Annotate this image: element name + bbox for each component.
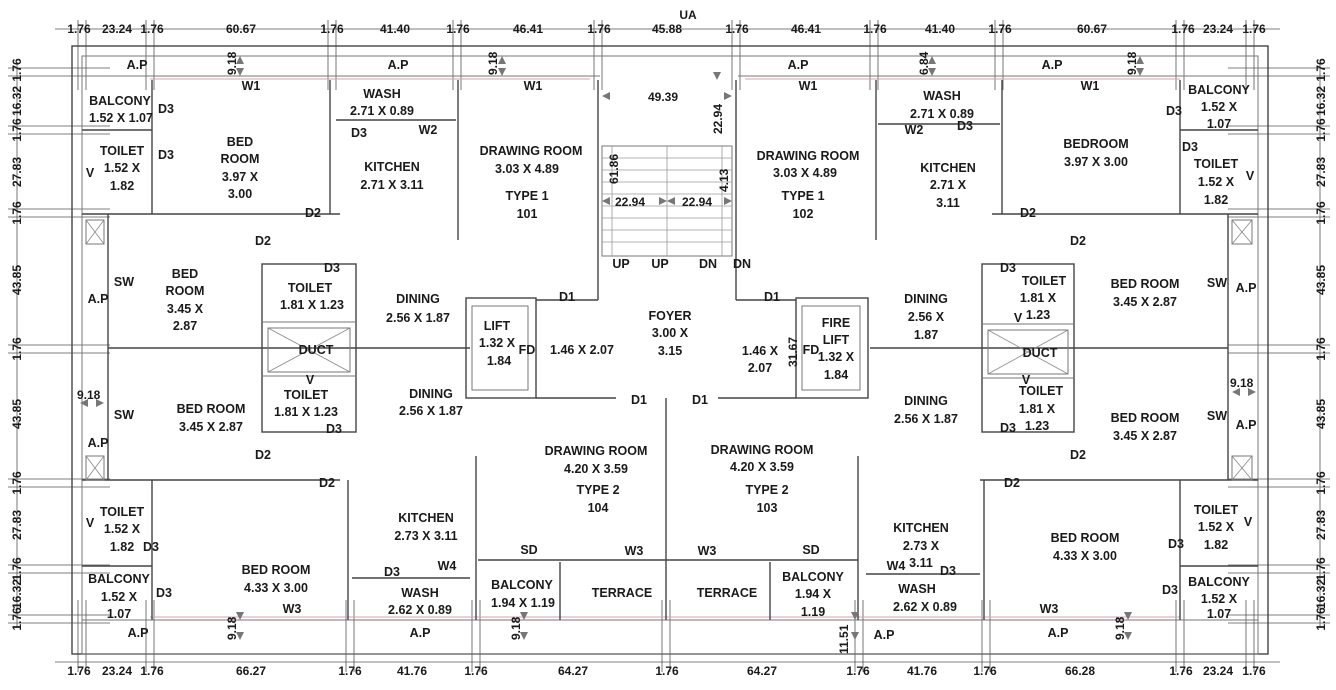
ap-label: A.P (873, 628, 895, 642)
right-dim: 16.32 (1314, 85, 1328, 117)
kitchen-size: 2.73 X 3.11 (394, 529, 458, 543)
sw-label: SW (1206, 276, 1228, 290)
ap-label: A.P (1235, 281, 1257, 295)
toilet-size: 1.82 (109, 540, 135, 554)
bottom-dim: 1.76 (338, 664, 362, 678)
window-label: W2 (904, 123, 924, 137)
window-label: W1 (798, 79, 818, 93)
wash-size: 2.62 X 0.89 (893, 600, 957, 614)
ventilator-label: V (1245, 169, 1255, 183)
window-label: W3 (624, 544, 644, 558)
top-dim: 1.76 (320, 22, 344, 36)
balcony-label: BALCONY (88, 572, 150, 586)
top-dim: 1.76 (725, 22, 749, 36)
dining-size: 2.56 X (907, 310, 945, 324)
door-label: D3 (326, 422, 342, 436)
lift-label: LIFT (483, 319, 511, 333)
balcony-label: BALCONY (782, 570, 844, 584)
door-label: D1 (764, 290, 780, 304)
toilet-label: TOILET (99, 144, 145, 158)
left-dim: 1.76 (10, 337, 24, 361)
left-dim: 16.32 (10, 578, 24, 610)
inner-dim: 22.94 (711, 103, 725, 134)
bed-room-label: BED ROOM (1110, 411, 1180, 425)
drawing-room-size: 3.03 X 4.89 (495, 162, 559, 176)
toilet-size: 1.52 X (103, 522, 141, 536)
left-dim: 27.83 (10, 156, 24, 188)
right-dim: 1.76 (1314, 557, 1328, 581)
right-dim: 1.76 (1314, 58, 1328, 82)
bottom-dim: 1.76 (846, 664, 870, 678)
ventilator-label: V (1243, 515, 1253, 529)
bed-room-label: BED ROOM (241, 563, 311, 577)
toilet-size: 1.82 (109, 179, 135, 193)
ap-label: A.P (126, 58, 148, 72)
door-label: D1 (631, 393, 647, 407)
drawing-room-label: DRAWING ROOM (544, 444, 648, 458)
top-dim: 23.24 (1202, 22, 1234, 36)
bed-room-label: BEDROOM (1063, 137, 1129, 151)
bottom-dim: 23.24 (101, 664, 133, 678)
left-dim: 27.83 (10, 509, 24, 541)
inner-dim: 11.51 (837, 624, 851, 654)
bed-room-size: 4.33 X 3.00 (244, 581, 308, 595)
stair-down-label: DN (698, 257, 718, 271)
dining-size: 2.56 X 1.87 (894, 412, 958, 426)
ap-label: A.P (409, 626, 431, 640)
right-dim: 1.76 (1314, 337, 1328, 361)
bed-room-size: 3.45 X 2.87 (179, 420, 243, 434)
bed-room-label: BED ROOM (1050, 531, 1120, 545)
window-label: W2 (418, 123, 438, 137)
balcony-label: BALCONY (1188, 83, 1250, 97)
foyer-size: 3.15 (657, 344, 683, 358)
top-dim: 46.41 (790, 22, 822, 36)
bottom-dim: 23.24 (1202, 664, 1234, 678)
balcony-size: 1.94 X 1.19 (491, 596, 555, 610)
top-dim: 46.41 (512, 22, 544, 36)
inner-dim: 6.84 (917, 51, 931, 75)
bed-room-size: 3.45 X (166, 302, 204, 316)
top-dim: 45.88 (651, 22, 683, 36)
left-dim: 1.76 (10, 201, 24, 225)
bottom-dim: 1.76 (655, 664, 679, 678)
wash-size: 2.62 X 0.89 (388, 603, 452, 617)
inner-dim: 4.13 (717, 168, 731, 192)
door-label: D3 (324, 261, 340, 275)
lobby-size: 1.46 X (741, 344, 779, 358)
top-dim: 1.76 (67, 22, 91, 36)
drawing-room-label: DRAWING ROOM (710, 443, 814, 457)
unit-number: 103 (756, 501, 778, 515)
balcony-size: 1.52 X (1200, 100, 1238, 114)
right-dimensions (1314, 58, 1328, 631)
bottom-dim: 1.76 (1242, 664, 1266, 678)
top-dim: 1.76 (863, 22, 887, 36)
foyer-size: 3.00 X (651, 326, 689, 340)
top-dim: 1.76 (988, 22, 1012, 36)
bed-room-size: 4.33 X 3.00 (1053, 549, 1117, 563)
door-label: D3 (957, 119, 973, 133)
dining-label: DINING (904, 292, 948, 306)
kitchen-size: 2.73 X (902, 539, 940, 553)
inner-dim: 9.18 (1113, 616, 1127, 640)
sliding-door-label: SD (802, 543, 820, 557)
toilet-size: 1.23 (1024, 419, 1050, 433)
terrace-label: TERRACE (591, 586, 653, 600)
bottom-dim: 1.76 (140, 664, 164, 678)
duct-label: DUCT (298, 343, 334, 357)
right-dim: 27.83 (1314, 156, 1328, 188)
wash-label: WASH (923, 89, 961, 103)
wash-size: 2.71 X 0.89 (350, 104, 414, 118)
left-dim: 1.76 (10, 557, 24, 581)
right-dim: 43.85 (1314, 398, 1328, 430)
ventilator-label: V (85, 516, 95, 530)
toilet-size: 1.81 X (1019, 291, 1057, 305)
kitchen-label: KITCHEN (893, 521, 949, 535)
inner-dim: 9.18 (225, 51, 239, 75)
inner-dim: 49.39 (648, 90, 679, 104)
wash-label: WASH (401, 586, 439, 600)
sliding-door-label: SD (520, 543, 538, 557)
inner-dim: 9.18 (486, 51, 500, 75)
bottom-dim: 1.76 (67, 664, 91, 678)
kitchen-label: KITCHEN (920, 161, 976, 175)
door-label: D3 (1182, 140, 1198, 154)
toilet-label: TOILET (1193, 157, 1239, 171)
right-dim: 43.85 (1314, 264, 1328, 296)
ap-label: A.P (127, 626, 149, 640)
balcony-size: 1.07 (1206, 117, 1232, 131)
top-dim: 60.67 (1076, 22, 1108, 36)
door-label: D1 (559, 290, 575, 304)
ap-label: A.P (87, 292, 109, 306)
bed-room-label: BED ROOM (1110, 277, 1180, 291)
left-dim: 1.76 (10, 118, 24, 142)
door-label: D2 (1070, 448, 1086, 462)
toilet-size: 1.81 X 1.23 (274, 405, 338, 419)
ap-label: A.P (1047, 626, 1069, 640)
bottom-dim: 41.76 (396, 664, 428, 678)
inner-dim: 61.86 (607, 153, 621, 184)
lift-size: 1.32 X (817, 350, 855, 364)
kitchen-label: KITCHEN (398, 511, 454, 525)
unit-type: TYPE 1 (505, 189, 549, 203)
left-dim: 16.32 (10, 85, 24, 117)
bottom-dim: 64.27 (557, 664, 589, 678)
door-label: D2 (319, 476, 335, 490)
balcony-size: 1.07 (1206, 607, 1232, 621)
dining-size: 1.87 (913, 328, 939, 342)
window-label: W1 (241, 79, 261, 93)
bottom-dim: 1.76 (464, 664, 488, 678)
right-dim: 1.76 (1314, 471, 1328, 495)
toilet-size: 1.23 (1025, 308, 1051, 322)
bottom-dim: 1.76 (1169, 664, 1193, 678)
bed-room-label: ROOM (165, 284, 205, 298)
lift-size: 1.84 (486, 354, 512, 368)
window-label: W3 (282, 602, 302, 616)
toilet-label: TOILET (287, 281, 333, 295)
left-dim: 1.76 (10, 471, 24, 495)
bed-room-size: 3.45 X 2.87 (1113, 429, 1177, 443)
ap-label: A.P (1041, 58, 1063, 72)
bed-room-size: 3.97 X (221, 170, 259, 184)
left-dim: 43.85 (10, 398, 24, 430)
balcony-label: BALCONY (89, 94, 151, 108)
balcony-label: BALCONY (491, 578, 553, 592)
inner-dim: 22.94 (682, 195, 713, 209)
lift-size: 1.84 (823, 368, 849, 382)
ap-label: A.P (387, 58, 409, 72)
right-dim: 1.76 (1314, 201, 1328, 225)
stair-up-label: UP (612, 257, 630, 271)
bed-room-label: BED (171, 267, 199, 281)
top-dim: 41.40 (379, 22, 411, 36)
bed-room-label: BED (226, 135, 254, 149)
window-label: W3 (697, 544, 717, 558)
fire-door-label: FD (518, 343, 536, 357)
toilet-size: 1.52 X (103, 161, 141, 175)
wash-label: WASH (363, 87, 401, 101)
ap-label: A.P (1235, 418, 1257, 432)
ventilator-label: V (1021, 373, 1031, 387)
balcony-size: 1.52 X (1200, 592, 1238, 606)
wash-size: 2.71 X 0.89 (910, 107, 974, 121)
door-label: D3 (1000, 421, 1016, 435)
door-label: D3 (1168, 537, 1184, 551)
door-label: D3 (940, 564, 956, 578)
unit-number: 101 (516, 207, 538, 221)
top-dim: 1.76 (587, 22, 611, 36)
inner-dim: 31.67 (786, 336, 800, 367)
door-label: D2 (1004, 476, 1020, 490)
window-label: W3 (1039, 602, 1059, 616)
drawing-room-size: 4.20 X 3.59 (564, 462, 628, 476)
bottom-dim: 66.28 (1064, 664, 1096, 678)
dining-label: DINING (904, 394, 948, 408)
door-label: D3 (158, 102, 174, 116)
toilet-size: 1.82 (1203, 193, 1229, 207)
lobby-size: 2.07 (747, 361, 773, 375)
door-label: D1 (692, 393, 708, 407)
stair-up-label: UP (651, 257, 669, 271)
sw-label: SW (113, 275, 135, 289)
window-label: W4 (886, 559, 906, 573)
fire-lift-label: LIFT (822, 333, 850, 347)
toilet-size: 1.52 X (1197, 520, 1235, 534)
kitchen-size: 2.71 X (929, 178, 967, 192)
door-label: D2 (305, 206, 321, 220)
drawing-room-size: 4.20 X 3.59 (730, 460, 794, 474)
bed-room-label: ROOM (220, 152, 260, 166)
door-label: D3 (143, 540, 159, 554)
door-label: D2 (1070, 234, 1086, 248)
kitchen-size: 3.11 (909, 556, 933, 570)
dining-size: 2.56 X 1.87 (386, 311, 450, 325)
bottom-dim: 41.76 (906, 664, 938, 678)
door-label: D3 (351, 126, 367, 140)
top-dim: 41.40 (924, 22, 956, 36)
inner-dim: 9.18 (1125, 51, 1139, 75)
stair-down-label: DN (732, 257, 752, 271)
foyer-label: FOYER (648, 309, 692, 323)
window-label: W4 (437, 559, 457, 573)
unit-type: TYPE 2 (576, 483, 620, 497)
top-dim: 1.76 (140, 22, 164, 36)
wash-label: WASH (898, 582, 936, 596)
bed-room-label: BED ROOM (176, 402, 246, 416)
bed-room-size: 3.00 (227, 187, 253, 201)
sw-label: SW (113, 408, 135, 422)
kitchen-label: KITCHEN (364, 160, 420, 174)
inner-dim: 9.18 (77, 388, 101, 402)
terrace-label: TERRACE (696, 586, 758, 600)
toilet-size: 1.81 X 1.23 (280, 298, 344, 312)
window-label: W1 (523, 79, 543, 93)
balcony-size: 1.52 X 1.07 (89, 111, 153, 125)
drawing-room-label: DRAWING ROOM (479, 144, 583, 158)
left-dim: 1.76 (10, 607, 24, 631)
dining-size: 2.56 X 1.87 (399, 404, 463, 418)
door-label: D3 (158, 148, 174, 162)
ap-label: A.P (87, 436, 109, 450)
toilet-size: 1.82 (1203, 538, 1229, 552)
unit-number: 104 (587, 501, 609, 515)
unit-type: TYPE 1 (781, 189, 825, 203)
ventilator-label: V (1013, 311, 1023, 325)
dining-label: DINING (409, 387, 453, 401)
right-dim: 27.83 (1314, 509, 1328, 541)
door-label: D3 (1000, 261, 1016, 275)
sw-label: SW (1206, 409, 1228, 423)
bottom-dim: 66.27 (235, 664, 267, 678)
top-dim: 23.24 (101, 22, 133, 36)
balcony-size: 1.94 X (794, 587, 832, 601)
left-dim: 1.76 (10, 58, 24, 82)
ventilator-label: V (85, 166, 95, 180)
bottom-dim: 1.76 (973, 664, 997, 678)
door-label: D3 (1166, 104, 1182, 118)
kitchen-size: 3.11 (936, 196, 960, 210)
balcony-size: 1.19 (800, 605, 826, 619)
door-label: D3 (156, 586, 172, 600)
inner-dim: 9.18 (509, 616, 523, 640)
fire-lift-label: FIRE (821, 316, 851, 330)
toilet-size: 1.81 X (1018, 402, 1056, 416)
balcony-label: BALCONY (1188, 575, 1250, 589)
unit-number: 102 (792, 207, 814, 221)
top-dim: 60.67 (225, 22, 257, 36)
bed-room-size: 3.97 X 3.00 (1064, 155, 1128, 169)
door-label: D2 (255, 448, 271, 462)
drawing-room-label: DRAWING ROOM (756, 149, 860, 163)
top-dim: 1.76 (1242, 22, 1266, 36)
door-label: D3 (1162, 583, 1178, 597)
ventilator-label: V (305, 373, 315, 387)
right-dim: 1.76 (1314, 118, 1328, 142)
door-label: D2 (255, 234, 271, 248)
window-label: W1 (1080, 79, 1100, 93)
duct-label: DUCT (1022, 346, 1058, 360)
bottom-dim: 64.27 (746, 664, 778, 678)
balcony-size: 1.07 (106, 607, 132, 621)
bed-room-size: 2.87 (172, 319, 198, 333)
toilet-label: TOILET (283, 388, 329, 402)
top-dim: 1.76 (1171, 22, 1195, 36)
inner-dim: 9.18 (1230, 376, 1254, 390)
lift-size: 1.32 X (478, 336, 516, 350)
toilet-label: TOILET (1021, 274, 1067, 288)
left-dim: 43.85 (10, 264, 24, 296)
right-dim: 1.76 (1314, 607, 1328, 631)
fire-door-label: FD (802, 343, 820, 357)
ap-label: A.P (787, 58, 809, 72)
door-label: D2 (1020, 206, 1036, 220)
toilet-label: TOILET (1193, 503, 1239, 517)
toilet-label: TOILET (99, 505, 145, 519)
door-label: D3 (384, 565, 400, 579)
kitchen-size: 2.71 X 3.11 (360, 178, 424, 192)
toilet-size: 1.52 X (1197, 175, 1235, 189)
bottom-dimensions (67, 664, 1266, 678)
top-label: UA (679, 8, 697, 22)
inner-dim: 22.94 (615, 195, 646, 209)
dining-label: DINING (396, 292, 440, 306)
top-dim: 1.76 (446, 22, 470, 36)
bed-room-size: 3.45 X 2.87 (1113, 295, 1177, 309)
inner-dim: 9.18 (225, 616, 239, 640)
balcony-size: 1.52 X (100, 590, 138, 604)
top-dimensions (67, 8, 1266, 36)
unit-type: TYPE 2 (745, 483, 789, 497)
lobby-size: 1.46 X 2.07 (550, 343, 614, 357)
toilet-label: TOILET (1018, 384, 1064, 398)
drawing-room-size: 3.03 X 4.89 (773, 166, 837, 180)
right-dim: 16.32 (1314, 578, 1328, 610)
